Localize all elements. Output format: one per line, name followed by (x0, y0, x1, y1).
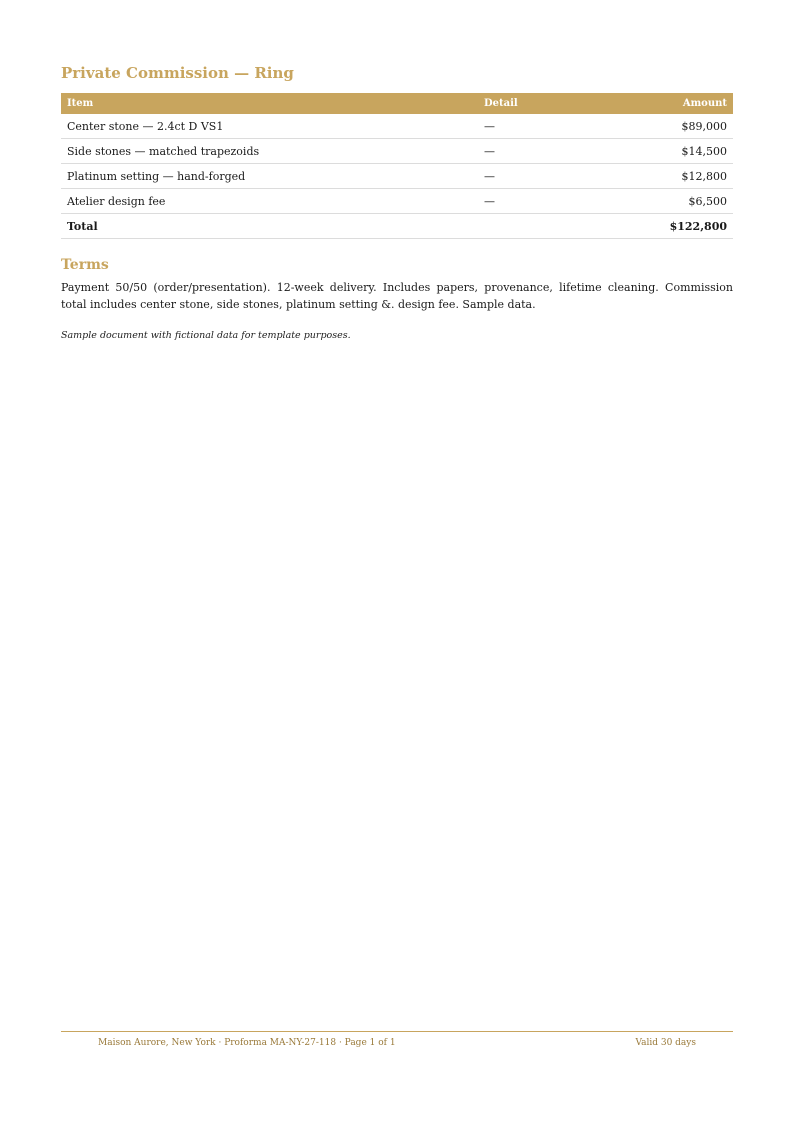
table-header-row (61, 93, 733, 114)
total-row (61, 214, 733, 239)
row-item: Platinum setting — hand-forged (61, 164, 478, 189)
table-row (61, 139, 733, 164)
header-item: Item (61, 93, 478, 114)
footer-divider (61, 1031, 733, 1032)
document-title: Private Commission — Ring (61, 64, 294, 82)
sample-note: Sample document with fictional data for template purposes. (61, 330, 351, 341)
row-item: Side stones — matched trapezoids (61, 139, 478, 164)
row-detail: — (478, 189, 630, 214)
row-amount: $12,800 (630, 164, 733, 189)
row-item: Atelier design fee (61, 189, 478, 214)
row-detail: — (478, 114, 630, 139)
total-label: Total (61, 214, 478, 239)
header-amount: Amount (630, 93, 733, 114)
header-detail: Detail (478, 93, 630, 114)
footer-right-text: Valid 30 days (635, 1038, 696, 1048)
total-detail (478, 214, 630, 239)
row-item: Center stone — 2.4ct D VS1 (61, 114, 478, 139)
table-row (61, 189, 733, 214)
row-amount: $89,000 (630, 114, 733, 139)
terms-heading: Terms (61, 257, 109, 273)
line-items-table (61, 93, 733, 239)
table-row (61, 114, 733, 139)
document-page (61, 0, 733, 1123)
terms-paragraph: Payment 50/50 (order/presentation). 12-week delivery. Includes papers, provenance, lifetime cleaning. Commission total includes center stone, side stones, platinum setting &. design fee. Sample data. (61, 281, 733, 311)
row-detail: — (478, 139, 630, 164)
table-row (61, 164, 733, 189)
row-detail: — (478, 164, 630, 189)
row-amount: $6,500 (630, 189, 733, 214)
total-amount: $122,800 (630, 214, 733, 239)
footer-left-text: Maison Aurore, New York · Proforma MA-NY-27-118 · Page 1 of 1 (98, 1038, 396, 1048)
row-amount: $14,500 (630, 139, 733, 164)
